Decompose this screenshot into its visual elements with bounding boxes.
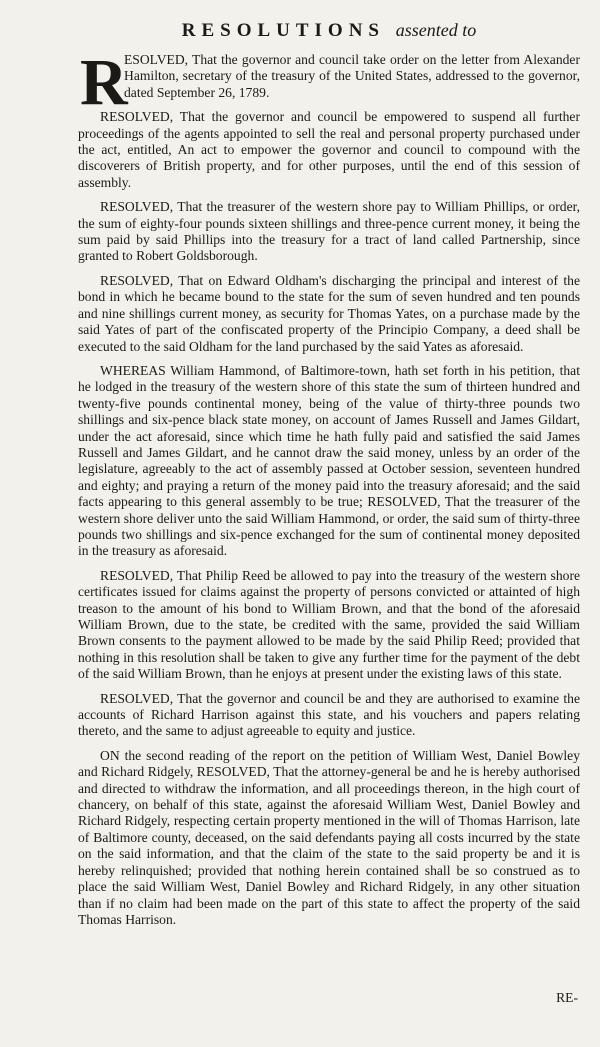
page-header	[78, 20, 580, 42]
resolution-paragraph: WHEREAS William Hammond, of Baltimore-town, hath set forth in his petition, that he lodged in the treasury of the western shore of this state the sum of thirteen hundred and twenty-five pounds continental money, being of the value of thirty-three pounds two shillings and six-pence black state money, on account of James Russell and James Gildart, under the act aforesaid, since which time he hath fully paid and satisfied the said James Russell and James Gildart, and he cannot draw the said money, unless by an order of the legislature, agreeably to the act of assembly passed at October session, seventeen hundred and eighty; and praying a return of the money paid into the treasury aforesaid; and the said facts appearing to this general assembly to be true; RESOLVED, That the treasurer of the western shore deliver unto the said William Hammond, or order, the said sum of thirty-three pounds two shillings and six-pence exchanged for the sum of continental money deposited in the treasury as aforesaid.	[78, 362, 580, 559]
resolution-paragraph: RESOLVED, That the treasurer of the western shore pay to William Phillips, or order, the sum of eighty-four pounds sixteen shillings and three-pence current money, it being the sum paid by said Phillips into the treasury for a tract of land called Partnership, since granted to Robert Goldsborough.	[78, 199, 580, 264]
resolution-paragraph: RESOLVED, That the governor and council be and they are authorised to examine the accounts of Richard Harrison against this state, and his vouchers and papers relating thereto, and the same to adjust agreeable to equity and justice.	[78, 690, 580, 739]
resolution-paragraph: ESOLVED, That the governor and council take order on the letter from Alexander Hamilton, secretary of the treasury of the United States, addressed to the governor, dated September 26, 1789.	[124, 52, 580, 100]
resolution-paragraph: RESOLVED, That on Edward Oldham's discharging the principal and interest of the bond in which he became bound to the state for the sum of seven hundred and ten pounds and nine shillings current money, as security for Thomas Yates, on a purchase made by the said Yates of part of the confiscated property of the Principio Company, a deed shall be executed to the said Oldham for the land purchased by the said Yates as aforesaid.	[78, 272, 580, 354]
resolution-paragraph: ON the second reading of the report on the petition of William West, Daniel Bowley and Richard Ridgely, RESOLVED, That the attorney-general be and he is hereby authorised and directed to withdraw the information, and all proceedings thereon, in the high court of chancery, on behalf of this state, against the aforesaid William West, Daniel Bowley and Richard Ridgely, respecting certain property mentioned in the will of Thomas Harrison, late of Baltimore county, deceased, on the said defendants paying all costs incurred by the state on the said information, and that the claim of the state to the said property be and it is hereby relinquished; provided that nothing herein contained shall be so construed as to place the said William West, Daniel Bowley and Richard Ridgely, in any other situation than if no claim had been made on the part of this state to affect the property of the said Thomas Harrison.	[78, 747, 580, 927]
resolution-paragraph: RESOLVED, That Philip Reed be allowed to pay into the treasury of the western shore certificates issued for claims against the property of persons convicted or attainted of high treason to the amount of his bond to William Brown, and that the bond of the aforesaid William Brown, due to the state, be credited with the same, provided the said William Brown consents to the payment allowed to be made by the said Philip Reed; provided that nothing in this resolution shall be taken to give any further time for the payment of the debt of the said William Brown, than he enjoys at present under the existing laws of this state.	[78, 567, 580, 682]
drop-cap: R	[80, 46, 128, 119]
header-subtitle: assented to	[395, 20, 477, 40]
header-title: RESOLUTIONS	[181, 20, 386, 41]
resolution-paragraph: RESOLVED, That the governor and council be empowered to suspend all further proceedings of the agents appointed to sell the real and personal property purchased under the act, entitled, An act to empower the governor and council to compound with the discoverers of British property, and for other purposes, until the end of this session of assembly.	[78, 109, 580, 190]
catchword: RE-	[556, 990, 578, 1005]
